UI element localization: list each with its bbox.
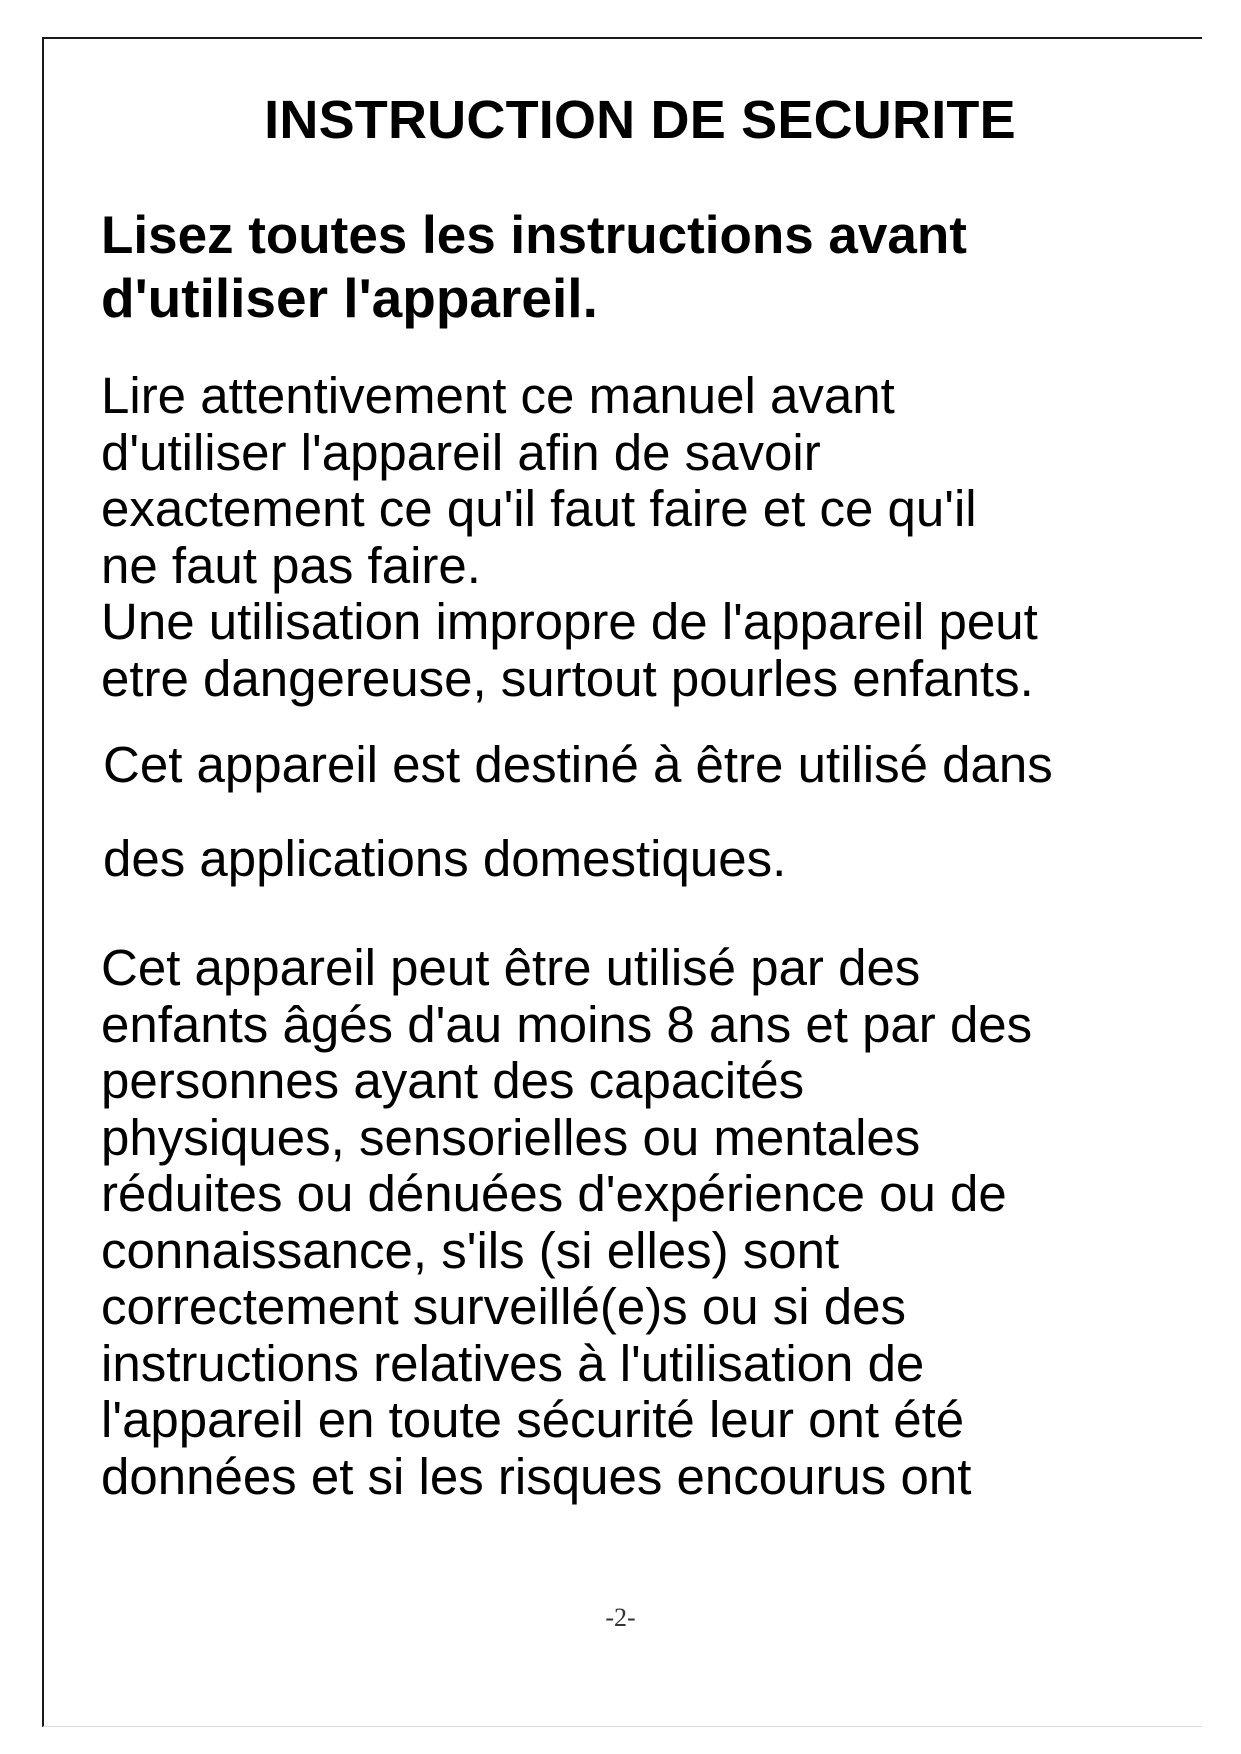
- text-line: Une utilisation impropre de l'appareil peut: [101, 593, 1038, 650]
- text-line: connaissance, s'ils (si elles) sont: [101, 1221, 840, 1279]
- paragraph-usage-warning: [101, 368, 1038, 707]
- text-line: instructions relatives à l'utilisation de: [101, 1334, 925, 1392]
- text-line: ne faut pas faire.: [101, 536, 481, 594]
- text-line: Cet appareil est destiné à être utilisé dans: [103, 736, 1053, 793]
- paragraph-children-supervision: [101, 940, 1032, 1505]
- text-line: des applications domestiques.: [103, 829, 787, 887]
- text-line: réduites ou dénuées d'expérience ou de: [101, 1165, 1007, 1222]
- text-line: données et si les risques encourus ont: [101, 1447, 972, 1505]
- text-line: physiques, sensorielles ou mentales: [101, 1108, 921, 1166]
- text-line: etre dangereuse, surtout pourles enfants.: [101, 649, 1034, 707]
- text-line: Lire attentivement ce manuel avant: [101, 367, 895, 424]
- subtitle-line: d'utiliser l'appareil.: [101, 267, 598, 329]
- subtitle-line: Lisez toutes les instructions avant: [101, 206, 967, 265]
- text-line: enfants âgés d'au moins 8 ans et par des: [101, 995, 1033, 1053]
- page-title: INSTRUCTION DE SECURITE: [264, 90, 1016, 150]
- text-line: Cet appareil peut être utilisé par des: [101, 939, 921, 996]
- text-line: l'appareil en toute sécurité leur ont été: [101, 1391, 965, 1448]
- subtitle-heading: [101, 205, 967, 329]
- page-number: -2-: [605, 1603, 636, 1632]
- text-line: exactement ce qu'il faut faire et ce qu'il: [101, 480, 977, 537]
- text-line: personnes ayant des capacités: [101, 1052, 805, 1109]
- text-line: d'utiliser l'appareil afin de savoir: [101, 423, 821, 481]
- text-line: correctement surveillé(e)s ou si des: [101, 1278, 906, 1335]
- paragraph-domestic-use: [103, 737, 1053, 887]
